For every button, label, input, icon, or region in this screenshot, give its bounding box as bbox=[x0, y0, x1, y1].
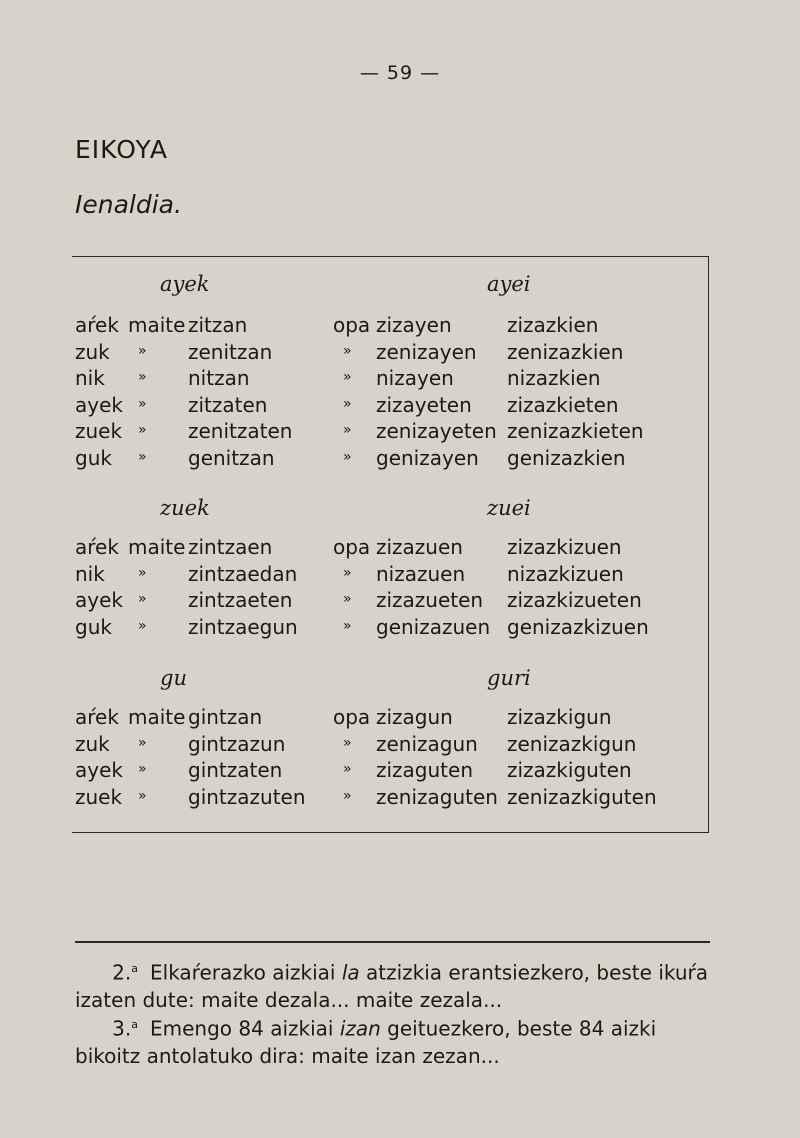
table-row bbox=[0, 393, 800, 419]
subject-pronoun: ayek bbox=[75, 588, 123, 612]
verb-form-dative: zenizagun bbox=[376, 731, 478, 756]
opa-marker: opa bbox=[333, 313, 371, 337]
table-row bbox=[0, 785, 800, 811]
opa-marker: » bbox=[343, 564, 352, 581]
verb-form: zenitzan bbox=[188, 339, 273, 364]
verb-form-dative: genizazuen bbox=[376, 614, 491, 639]
subject-pronoun: ayek bbox=[75, 758, 123, 782]
opa-marker: opa bbox=[333, 705, 371, 729]
footnote: 2.$^a$ Elkaŕerazko aizkiai la atzizkia erantsiezkero, beste ikuŕa izaten dute: maite dezala... maite zezala... bbox=[75, 955, 715, 1014]
verb-form: zenitzaten bbox=[188, 419, 293, 443]
verb-form-dative: nizazuen bbox=[376, 561, 466, 586]
block-heading-left: gu bbox=[160, 666, 187, 690]
footnote-number: 2.$^a$ bbox=[112, 960, 138, 985]
block-heading-left: zuek bbox=[160, 496, 210, 520]
verb-form-dative: zenizayen bbox=[376, 339, 477, 364]
block-heading-right: ayei bbox=[487, 272, 531, 296]
verb-form-dative: nizayen bbox=[376, 366, 454, 390]
page-number: — 59 — bbox=[359, 62, 441, 84]
verb-form-dative-plural: zizazkiguten bbox=[507, 758, 632, 782]
verb-marker: » bbox=[138, 787, 147, 804]
verb-marker: » bbox=[138, 617, 147, 634]
footnote-number: 3.$^a$ bbox=[112, 1016, 138, 1041]
verb-form-dative: zizazueten bbox=[376, 588, 484, 612]
verb-form-dative-plural: zenizazkieten bbox=[507, 419, 644, 443]
verb-form: zitzaten bbox=[188, 392, 268, 417]
subject-pronoun: guk bbox=[75, 614, 112, 639]
verb-marker: » bbox=[138, 422, 147, 438]
verb-form-dative-plural: nizazkizuen bbox=[507, 561, 624, 586]
verb-form-dative-plural: zizazkizuen bbox=[507, 535, 622, 559]
block-heading-left: ayek bbox=[160, 272, 210, 296]
verb-form-dative-plural: zizazkieten bbox=[507, 392, 619, 417]
opa-marker: » bbox=[343, 422, 352, 438]
opa-marker: opa bbox=[333, 535, 371, 559]
table-row bbox=[0, 313, 800, 339]
verb-form-dative: zizaguten bbox=[376, 758, 474, 782]
subject-pronoun: nik bbox=[75, 561, 105, 586]
verb-form-dative-plural: zenizazkigun bbox=[507, 731, 637, 756]
subject-pronoun: zuek bbox=[75, 419, 123, 443]
table-row bbox=[0, 446, 800, 472]
verb-marker: maite bbox=[128, 535, 186, 559]
opa-marker: » bbox=[343, 787, 352, 804]
subject-pronoun: nik bbox=[75, 366, 105, 390]
table-row bbox=[0, 535, 800, 561]
verb-form: gintzaten bbox=[188, 758, 283, 782]
table-row bbox=[0, 758, 800, 784]
verb-form-dative-plural: zenizazkien bbox=[507, 339, 624, 364]
verb-form-dative-plural: nizazkien bbox=[507, 366, 601, 390]
verb-form: zintzaeten bbox=[188, 588, 293, 612]
table-row bbox=[0, 615, 800, 641]
table-row bbox=[0, 366, 800, 392]
table-row bbox=[0, 705, 800, 731]
verb-marker: » bbox=[138, 591, 147, 607]
verb-form: genitzan bbox=[188, 445, 275, 470]
opa-marker: » bbox=[343, 734, 352, 751]
verb-marker: » bbox=[138, 369, 147, 385]
block-heading-right: zuei bbox=[487, 496, 531, 520]
verb-form-dative-plural: genizazkien bbox=[507, 445, 626, 470]
subject-pronoun: aŕek bbox=[75, 313, 119, 337]
verb-form-dative-plural: zizazkizueten bbox=[507, 588, 642, 612]
subtitle: Ienaldia. bbox=[75, 190, 182, 219]
verb-form-dative: zizagun bbox=[376, 705, 453, 729]
verb-marker: » bbox=[138, 734, 147, 751]
opa-marker: » bbox=[343, 617, 352, 634]
opa-marker: » bbox=[343, 369, 352, 385]
verb-marker: maite bbox=[128, 705, 186, 729]
verb-form-dative-plural: zizazkien bbox=[507, 313, 599, 337]
table-row bbox=[0, 562, 800, 588]
subject-pronoun: zuk bbox=[75, 339, 110, 364]
verb-form-dative-plural: zizazkigun bbox=[507, 705, 612, 729]
verb-form: zintzaegun bbox=[188, 614, 298, 639]
verb-marker: » bbox=[138, 395, 147, 412]
verb-form: zitzan bbox=[188, 313, 248, 337]
subject-pronoun: guk bbox=[75, 445, 112, 470]
table-row bbox=[0, 588, 800, 614]
verb-form: gintzazuten bbox=[188, 784, 306, 809]
section-title: EIKOYA bbox=[75, 135, 168, 164]
opa-marker: » bbox=[343, 761, 352, 777]
verb-form-dative: zizayen bbox=[376, 313, 452, 337]
verb-form-dative: zenizayeten bbox=[376, 419, 497, 443]
footnote: 3.$^a$ Emengo 84 aizkiai izan geituezkero, beste 84 aizki bikoitz antolatuko dira: maite izan zezan... bbox=[75, 1011, 715, 1070]
table-row bbox=[0, 732, 800, 758]
subject-pronoun: ayek bbox=[75, 392, 123, 417]
verb-form-dative-plural: zenizazkiguten bbox=[507, 784, 657, 809]
verb-marker: » bbox=[138, 448, 147, 465]
verb-form: gintzan bbox=[188, 705, 263, 729]
verb-form: zintzaedan bbox=[188, 561, 298, 586]
subject-pronoun: aŕek bbox=[75, 705, 119, 729]
table-row bbox=[0, 419, 800, 445]
verb-marker: » bbox=[138, 761, 147, 777]
block-heading-right: guri bbox=[487, 666, 531, 690]
verb-form: gintzazun bbox=[188, 731, 286, 756]
opa-marker: » bbox=[343, 448, 352, 465]
opa-marker: » bbox=[343, 342, 352, 359]
footnote-rule bbox=[75, 941, 710, 943]
subject-pronoun: aŕek bbox=[75, 535, 119, 559]
verb-marker: maite bbox=[128, 313, 186, 337]
opa-marker: » bbox=[343, 395, 352, 412]
verb-form-dative: zizazuen bbox=[376, 535, 463, 559]
verb-form-dative: genizayen bbox=[376, 445, 479, 470]
verb-marker: » bbox=[138, 564, 147, 581]
verb-form-dative: zizayeten bbox=[376, 392, 472, 417]
subject-pronoun: zuk bbox=[75, 731, 110, 756]
verb-marker: » bbox=[138, 342, 147, 359]
verb-form-dative: zenizaguten bbox=[376, 784, 498, 809]
verb-form-dative-plural: genizazkizuen bbox=[507, 614, 649, 639]
subject-pronoun: zuek bbox=[75, 784, 123, 809]
table-row bbox=[0, 340, 800, 366]
verb-form: zintzaen bbox=[188, 535, 273, 559]
opa-marker: » bbox=[343, 591, 352, 607]
verb-form: nitzan bbox=[188, 366, 250, 390]
